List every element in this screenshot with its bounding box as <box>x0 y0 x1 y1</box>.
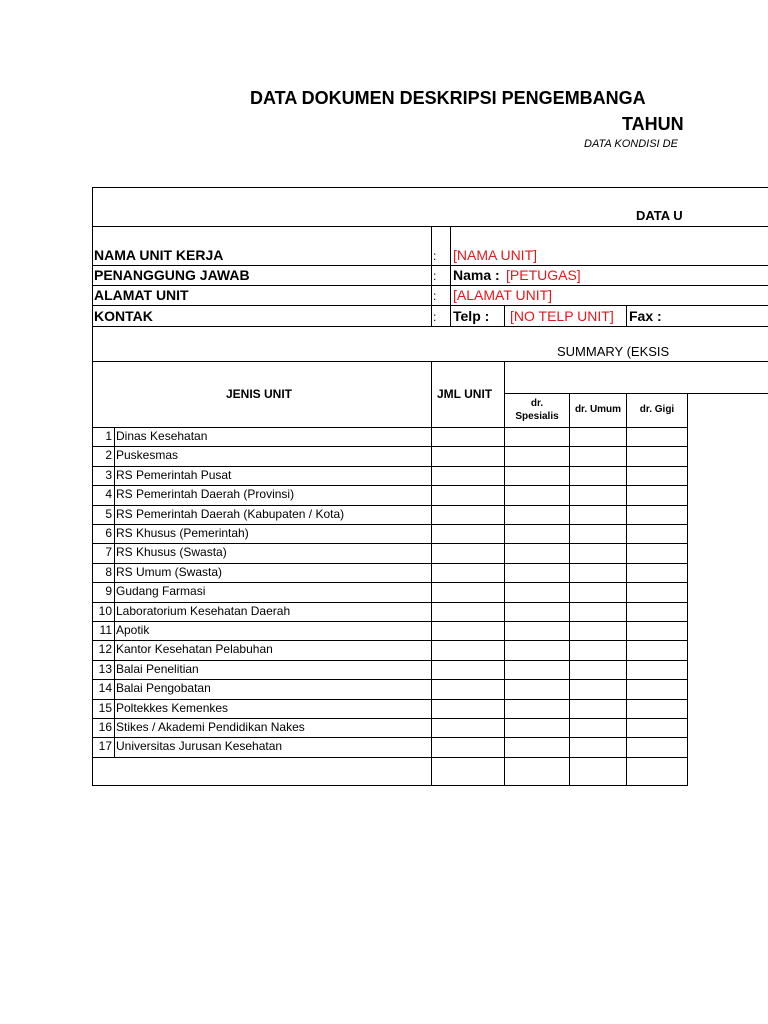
section-data-title: DATA U <box>636 208 683 223</box>
table-row-jenis-unit: Poltekkes Kemenkes <box>116 701 229 715</box>
document-title: DATA DOKUMEN DESKRIPSI PENGEMBANGA <box>250 88 646 108</box>
table-row-number: 13 <box>98 662 112 676</box>
table-row-number: 5 <box>105 507 112 521</box>
table-row-number: 3 <box>105 468 112 482</box>
table-row-number: 2 <box>105 448 112 462</box>
frame-right-border <box>687 393 688 786</box>
frame-bottom-border <box>92 785 688 786</box>
table-row-jenis-unit: RS Pemerintah Pusat <box>116 468 232 482</box>
table-row-line <box>92 466 688 467</box>
col-header-gigi: dr. Gigi <box>639 404 675 415</box>
nama-unit-value[interactable]: [NAMA UNIT] <box>453 247 538 263</box>
table-row-line <box>92 485 688 486</box>
table-row-jenis-unit: Stikes / Akademi Pendidikan Nakes <box>116 720 305 734</box>
table-row-line <box>92 737 688 738</box>
col-header-umum: dr. Umum <box>574 404 622 415</box>
table-row-line <box>92 582 688 583</box>
table-row-number: 9 <box>105 584 112 598</box>
pj-value[interactable]: [PETUGAS] <box>506 267 581 283</box>
table-row-number: 15 <box>98 701 112 715</box>
col-divider-jml <box>431 361 432 786</box>
table-row-number: 12 <box>98 642 112 656</box>
table-row-line <box>92 563 688 564</box>
table-row-jenis-unit: RS Khusus (Swasta) <box>116 545 227 559</box>
table-subheader-line <box>504 393 768 394</box>
document-title-year: TAHUN <box>622 114 684 134</box>
pj-name-prefix: Nama : <box>453 267 500 283</box>
table-row-line <box>92 757 688 758</box>
table-row-number: 4 <box>105 487 112 501</box>
table-row-jenis-unit: RS Pemerintah Daerah (Provinsi) <box>116 487 295 501</box>
colon-1: : <box>433 249 437 263</box>
colon-4: : <box>433 310 437 324</box>
fax-prefix: Fax : <box>629 308 662 324</box>
table-row-jenis-unit: RS Khusus (Pemerintah) <box>116 526 249 540</box>
telp-value[interactable]: [NO TELP UNIT] <box>510 308 614 324</box>
table-row-number: 17 <box>98 739 112 753</box>
table-row-jenis-unit: Universitas Jurusan Kesehatan <box>116 739 283 753</box>
col-header-spesialis-line1: dr. <box>530 398 544 409</box>
table-row-line <box>92 699 688 700</box>
summary-title: SUMMARY (EKSIS <box>557 344 670 359</box>
table-row-line <box>92 640 688 641</box>
table-row-jenis-unit: RS Umum (Swasta) <box>116 565 223 579</box>
table-row-number: 16 <box>98 720 112 734</box>
col-header-jml-unit: JML UNIT <box>437 387 493 401</box>
table-row-jenis-unit: Kantor Kesehatan Pelabuhan <box>116 642 273 656</box>
info-line-3 <box>92 305 768 306</box>
table-row-jenis-unit: Dinas Kesehatan <box>116 429 208 443</box>
table-row-line <box>92 543 688 544</box>
table-header-bottom-line <box>92 427 688 428</box>
nama-unit-label: NAMA UNIT KERJA <box>94 247 224 263</box>
col-header-jenis-unit: JENIS UNIT <box>226 387 293 401</box>
table-row-number: 1 <box>105 429 112 443</box>
table-row-line <box>92 679 688 680</box>
table-row-jenis-unit: Laboratorium Kesehatan Daerah <box>116 604 291 618</box>
colon-2: : <box>433 269 437 283</box>
info-divider-2 <box>450 226 451 326</box>
info-line-4 <box>92 326 768 327</box>
table-row-jenis-unit: Balai Penelitian <box>116 662 199 676</box>
col-divider-spesialis <box>504 361 505 786</box>
table-row-number: 14 <box>98 681 112 695</box>
table-row-number: 7 <box>105 545 112 559</box>
table-row-number: 10 <box>98 604 112 618</box>
table-row-line <box>92 524 688 525</box>
table-row-line <box>92 718 688 719</box>
col-divider-gigi <box>626 393 627 786</box>
table-row-line <box>92 602 688 603</box>
table-row-number: 11 <box>99 623 112 637</box>
info-divider-4 <box>626 305 627 326</box>
col-divider-umum <box>569 393 570 786</box>
frame-top-border <box>92 187 768 188</box>
info-line-2 <box>92 285 768 286</box>
alamat-unit-value[interactable]: [ALAMAT UNIT] <box>453 287 553 303</box>
table-row-jenis-unit: RS Pemerintah Daerah (Kabupaten / Kota) <box>116 507 345 521</box>
colon-3: : <box>433 289 437 303</box>
table-top-line <box>92 361 768 362</box>
table-row-jenis-unit: Balai Pengobatan <box>116 681 211 695</box>
table-row-jenis-unit: Gudang Farmasi <box>116 584 206 598</box>
info-divider-3 <box>504 305 505 326</box>
table-row-line <box>92 621 688 622</box>
col-divider-no <box>114 427 115 757</box>
table-row-number: 8 <box>105 565 112 579</box>
table-row-jenis-unit: Puskesmas <box>116 448 179 462</box>
kontak-label: KONTAK <box>94 308 153 324</box>
table-row-jenis-unit: Apotik <box>116 623 150 637</box>
info-top-line <box>92 226 768 227</box>
document-subtitle: DATA KONDISI DE <box>584 138 678 150</box>
table-row-number: 6 <box>105 526 112 540</box>
info-line-1 <box>92 265 768 266</box>
alamat-unit-label: ALAMAT UNIT <box>94 287 189 303</box>
table-row-line <box>92 505 688 506</box>
info-divider-1 <box>431 226 432 326</box>
telp-prefix: Telp : <box>453 308 490 324</box>
table-row-line <box>92 660 688 661</box>
penanggung-jawab-label: PENANGGUNG JAWAB <box>94 267 250 283</box>
table-row-line <box>92 446 688 447</box>
col-header-spesialis-line2: Spesialis <box>515 411 559 422</box>
